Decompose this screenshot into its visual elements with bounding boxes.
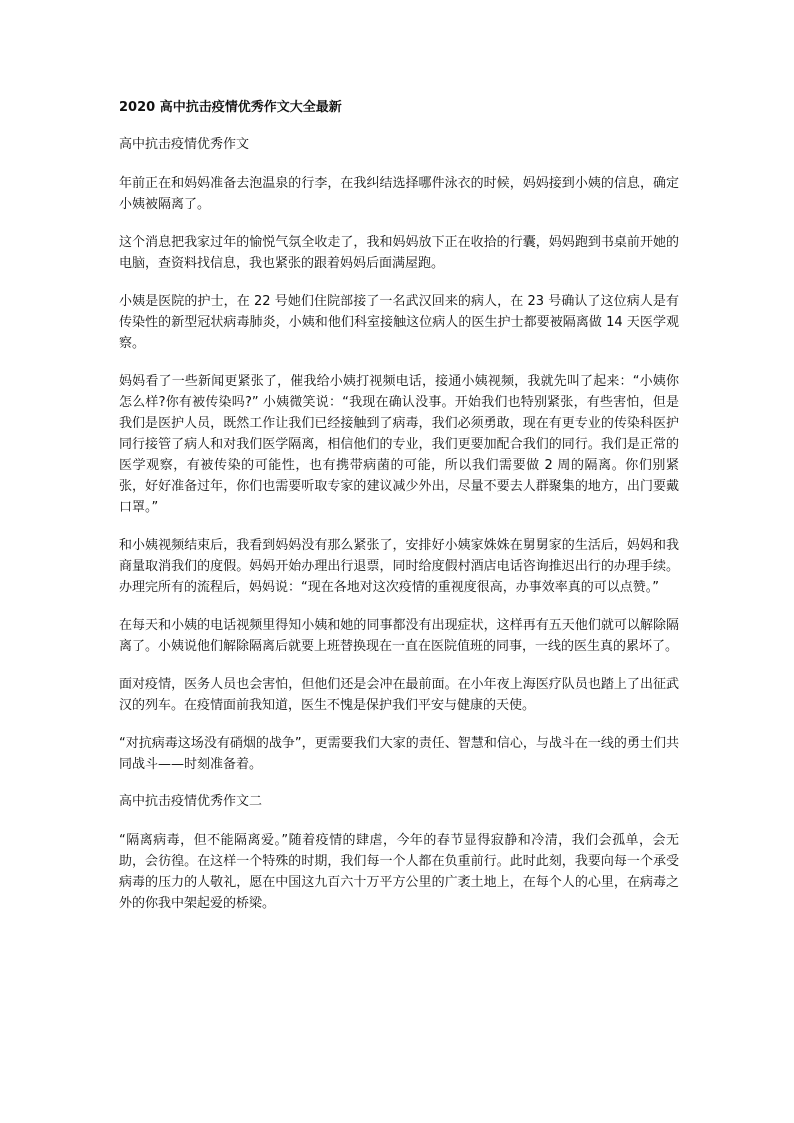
paragraph: 和小姨视频结束后，我看到妈妈没有那么紧张了，安排好小姨家姝姝在舅舅家的生活后，妈妈和我商量取消我们的度假。妈妈开始办理出行退票，同时给度假村酒店电话咨询推迟出行的办理手续。办理完所有的流程后，妈妈说：“现在各地对这次疫情的重视度很高，办事效率真的可以点赞。” bbox=[119, 538, 679, 595]
section-heading-2: 高中抗击疫情优秀作文二 bbox=[119, 794, 263, 809]
document-title: 2020 高中抗击疫情优秀作文大全最新 bbox=[119, 100, 342, 115]
document-page bbox=[119, 98, 679, 931]
paragraph: 这个消息把我家过年的愉悦气氛全收走了，我和妈妈放下正在收拾的行囊，妈妈跑到书桌前开她的电脑，查资料找信息，我也紧张的跟着妈妈后面满屋跑。 bbox=[119, 235, 679, 271]
paragraph: 妈妈看了一些新闻更紧张了，催我给小姨打视频电话，接通小姨视频，我就先叫了起来：“小姨你怎么样?你有被传染吗?” 小姨微笑说：“我现在确认没事。开始我们也特别紧张，有些害怕，但是我们是医护人员，既然工作让我们已经接触到了病毒，我们必须勇敢，现在有更专业的传染科医护同行接管了病人和对我们医学隔离，相信他们的专业，我们更要加配合我们的同行。我们是正常的医学观察，有被传染的可能性，也有携带病菌的可能，所以我们需要做 2 周的隔离。你们别紧张，好好准备过年，你们也需要听取专家的建议减少外出，尽量不要去人群聚集的地方，出门要戴口罩。” bbox=[119, 374, 679, 515]
paragraph: “对抗病毒这场没有硝烟的战争”，更需要我们大家的责任、智慧和信心，与战斗在一线的勇士们共同战斗——时刻准备着。 bbox=[119, 736, 679, 772]
paragraph: 年前正在和妈妈准备去泡温泉的行李，在我纠结选择哪件泳衣的时候，妈妈接到小姨的信息，确定小姨被隔离了。 bbox=[119, 176, 679, 212]
paragraph: “隔离病毒，但不能隔离爱。”随着疫情的肆虐，今年的春节显得寂静和冷清，我们会孤单，会无助，会彷徨。在这样一个特殊的时期，我们每一个人都在负重前行。此时此刻，我要向每一个承受病毒的压力的人敬礼，愿在中国这九百六十万平方公里的广袤土地上，在每个人的心里，在病毒之外的你我中架起爱的桥梁。 bbox=[119, 833, 679, 911]
paragraph: 在每天和小姨的电话视频里得知小姨和她的同事都没有出现症状，这样再有五天他们就可以解除隔离了。小姨说他们解除隔离后就要上班替换现在一直在医院值班的同事，一线的医生真的累坏了。 bbox=[119, 618, 679, 654]
paragraph: 面对疫情，医务人员也会害怕，但他们还是会冲在最前面。在小年夜上海医疗队员也踏上了出征武汉的列车。在疫情面前我知道，医生不愧是保护我们平安与健康的天使。 bbox=[119, 677, 679, 713]
section-heading-1: 高中抗击疫情优秀作文 bbox=[119, 137, 250, 152]
paragraph: 小姨是医院的护士，在 22 号她们住院部接了一名武汉回来的病人，在 23 号确认了这位病人是有传染性的新型冠状病毒肺炎，小姨和他们科室接触这位病人的医生护士都要被隔离做 14 天医学观察。 bbox=[119, 294, 679, 351]
